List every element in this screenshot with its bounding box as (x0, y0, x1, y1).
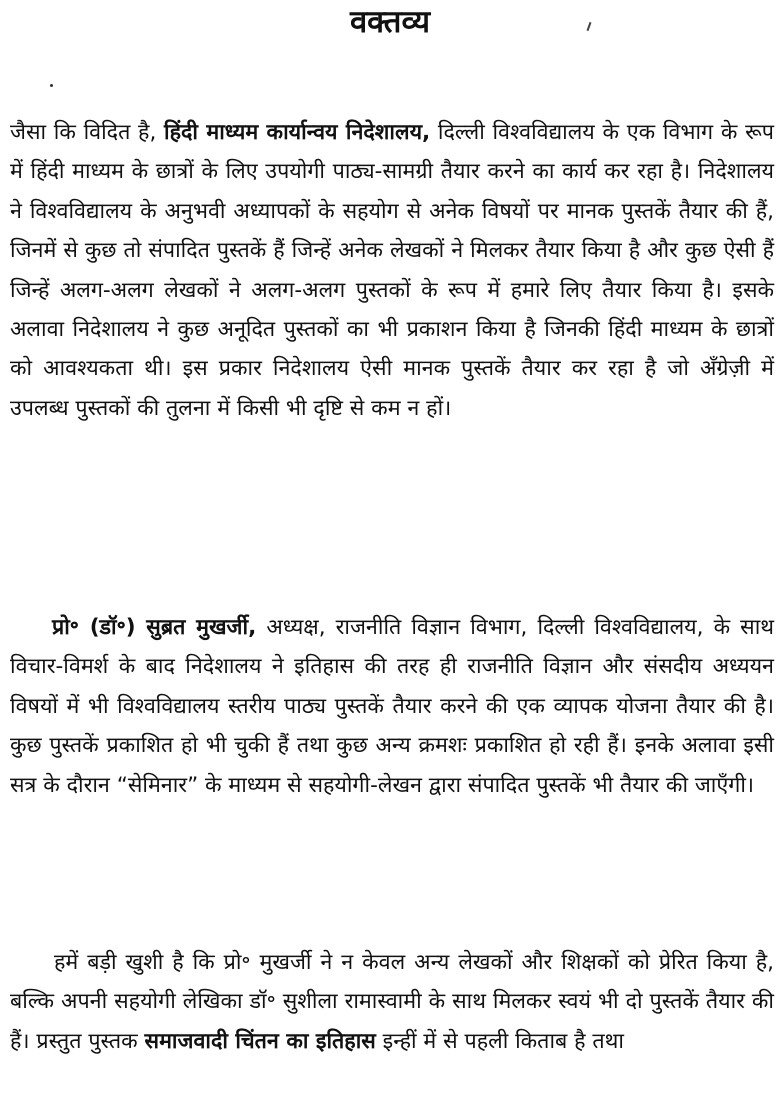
scan-speck (50, 84, 53, 87)
paragraph-3-intro: हमें बड़ी खुशी है कि प्रो॰ मुखर्जी ने न केवल अन्य लेखकों और शिक्षकों को प्रेरित किया है, बल्कि अपनी सहयोगी लेखिका डॉ॰ सुशीला रामास्वामी के साथ मिलकर स्वयं भी दो पुस्तकें तैयार की हैं। प्रस्तुत पुस्तक (10, 950, 774, 1054)
paragraph-3 (10, 943, 774, 1061)
paragraph-2-body: अध्यक्ष, राजनीति विज्ञान विभाग, दिल्ली विश्वविद्यालय, के साथ विचार-विमर्श के बाद निदेशालय ने इतिहास की तरह ही राजनीति विज्ञान और संसदीय अध्ययन विषयों में भी विश्वविद्यालय स्तरीय पाठ्य पुस्तकें तैयार करने की एक व्यापक योजना तैयार की है। कुछ पुस्तकें प्रकाशित हो भी चुकी हैं तथा कुछ अन्य क्रमशः प्रकाशित हो रही हैं। इनके अलावा इसी सत्र के दौरान “सेमिनार” के माध्यम से सहयोगी-लेखन द्वारा संपादित पुस्तकें भी तैयार की जाएँगी। (10, 615, 774, 798)
paragraph-1-intro: जैसा कि विदित है, (10, 120, 165, 145)
page-title: वक्तव्य (349, 4, 431, 40)
directorate-name: हिंदी माध्यम कार्यान्वय निदेशालय, (164, 120, 431, 145)
paragraph-1 (10, 113, 774, 428)
book-title: समाजवादी चिंतन का इतिहास (144, 1028, 376, 1054)
paragraph-1-body: दिल्ली विश्वविद्यालय के एक विभाग के रूप में हिंदी माध्यम के छात्रों के लिए उपयोगी पाठ्य-सामग्री तैयार करने का कार्य कर रहा है। निदेशालय ने विश्वविद्यालय के अनुभवी अध्यापकों के सहयोग से अनेक विषयों पर मानक पुस्तकें तैयार की हैं, जिनमें से कुछ तो संपादित पुस्तकें हैं जिन्हें अनेक लेखकों ने मिलकर तैयार किया है और कुछ ऐसी हैं जिन्हें अलग-अलग लेखकों ने अलग-अलग पुस्तकों के रूप में हमारे लिए तैयार किया है। इसके अलावा निदेशालय ने कुछ अनूदित पुस्तकों का भी प्रकाशन किया है जिनकी हिंदी माध्यम के छात्रों को आवश्यकता थी। इस प्रकार निदेशालय ऐसी मानक पुस्तकें तैयार कर रहा है जो अँग्रेज़ी में उपलब्ध पुस्तकों की तुलना में किसी भी दृष्टि से कम न हों। (10, 120, 774, 421)
professor-name: प्रो॰ (डॉ॰) सुब्रत मुखर्जी, (52, 615, 257, 640)
paragraph-2 (10, 608, 774, 805)
paragraph-3-body: इन्हीं में से पहली किताब है तथा (375, 1028, 624, 1054)
